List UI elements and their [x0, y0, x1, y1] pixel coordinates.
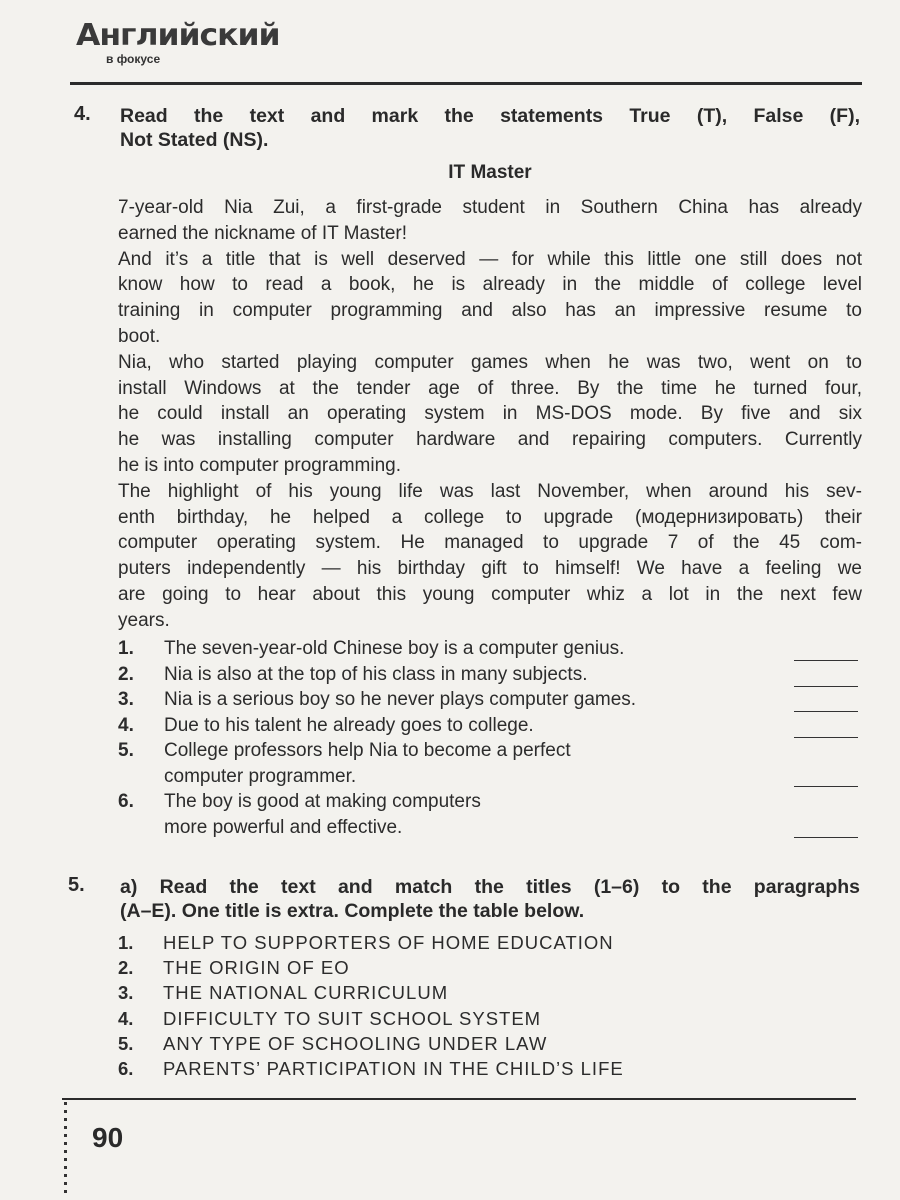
text-line: puters independently — his birthday gift to himself! We have a feeling we — [118, 558, 862, 580]
statement-item — [118, 713, 860, 739]
paragraph — [118, 247, 862, 350]
statement-number: 2. — [118, 663, 134, 685]
title-item — [118, 1006, 860, 1031]
statement-text — [164, 789, 764, 840]
text-line: he is into computer programming. — [118, 454, 402, 476]
title-text: PARENTS’ PARTICIPATION IN THE CHILD’S LIFE — [163, 1058, 624, 1080]
text-line: Nia, who started playing computer games when he was two, went on to — [118, 351, 862, 373]
statement-number: 3. — [118, 689, 134, 710]
title-text: THE ORIGIN OF EO — [163, 957, 350, 979]
task-5-instruction — [120, 875, 860, 923]
statement-text: The seven-year-old Chinese boy is a computer genius. — [164, 638, 625, 659]
text-line: computer operating system. He managed to upgrade 7 of the 45 com- — [118, 532, 862, 554]
text-line: install Windows at the tender age of three. By the time he turned four, — [118, 377, 862, 399]
statement-item — [118, 738, 860, 789]
statement-text — [164, 738, 764, 789]
text-line: years. — [118, 609, 170, 631]
text-line: 7-year-old Nia Zui, a first-grade student in Southern China has already — [118, 197, 862, 218]
statement-item — [118, 789, 860, 840]
answer-blank[interactable] — [794, 837, 858, 838]
text-title: IT Master — [448, 162, 532, 183]
brand-title: Английский — [76, 18, 280, 53]
statement-number: 5. — [118, 740, 134, 761]
brand-logo — [76, 18, 280, 72]
title-number: 2. — [118, 957, 134, 979]
text-line: he could install an operating system in MS-DOS mode. By five and six — [118, 403, 862, 425]
text-line: boot. — [118, 325, 161, 347]
text-line: earned the nickname of IT Master! — [118, 222, 408, 244]
task-4-instruction-line-1: Read the text and mark the statements True (T), False (F), — [120, 105, 860, 127]
task-5-number: 5. — [68, 874, 85, 896]
title-number: 5. — [118, 1032, 134, 1054]
statement-item — [118, 662, 860, 688]
title-item — [118, 1056, 860, 1081]
header-rule — [70, 82, 862, 85]
brand-subtitle: в фокусе — [106, 52, 161, 66]
statement-item — [118, 636, 860, 662]
statement-text-line: computer programmer. — [164, 765, 357, 787]
title-number: 3. — [118, 982, 134, 1004]
statement-text-line: more powerful and effective. — [164, 816, 403, 838]
title-text: ANY TYPE OF SCHOOLING UNDER LAW — [163, 1032, 548, 1054]
task-4-number: 4. — [74, 103, 91, 125]
task-5-instruction-line-2: (A–E). One title is extra. Complete the table below. — [120, 900, 585, 922]
text-line: know how to read a book, he is already in the middle of college level — [118, 274, 862, 296]
page-number: 90 — [92, 1122, 124, 1153]
statement-item — [118, 687, 860, 713]
dotted-margin-line — [64, 1102, 67, 1198]
text-line: And it’s a title that is well deserved — for while this little one still does not — [118, 248, 862, 270]
task-4-instruction — [120, 104, 860, 152]
title-number: 4. — [118, 1007, 134, 1029]
answer-blank[interactable] — [794, 786, 858, 787]
paragraph — [118, 479, 862, 634]
text-line: The highlight of his young life was last November, when around his sev- — [118, 480, 862, 502]
statements-list — [118, 636, 860, 840]
statement-number: 4. — [118, 714, 134, 736]
paragraph — [118, 350, 862, 479]
title-number: 6. — [118, 1058, 134, 1080]
text-line: he was installing computer hardware and repairing computers. Currently — [118, 429, 862, 451]
statement-text: Nia is a serious boy so he never plays computer games. — [164, 689, 637, 710]
reading-text — [118, 195, 862, 634]
titles-list — [118, 930, 860, 1081]
footer-rule — [62, 1098, 856, 1100]
statement-text: Nia is also at the top of his class in many subjects. — [164, 663, 588, 685]
statement-text-line: College professors help Nia to become a perfect — [164, 740, 571, 761]
statement-text-line: The boy is good at making computers — [164, 791, 481, 812]
title-item — [118, 980, 860, 1005]
statement-number: 1. — [118, 638, 134, 659]
task-4-instruction-line-2: Not Stated (NS). — [120, 129, 269, 151]
statement-text: Due to his talent he already goes to college. — [164, 714, 534, 736]
text-line: enth birthday, he helped a college to upgrade (модернизировать) their — [118, 506, 862, 528]
title-item — [118, 1031, 860, 1056]
title-number: 1. — [118, 932, 134, 953]
title-item — [118, 930, 860, 955]
title-item — [118, 955, 860, 980]
title-text: DIFFICULTY TO SUIT SCHOOL SYSTEM — [163, 1007, 542, 1029]
paragraph — [118, 195, 862, 247]
title-text: HELP TO SUPPORTERS OF HOME EDUCATION — [163, 932, 614, 953]
text-line: are going to hear about this young computer whiz a lot in the next few — [118, 583, 862, 605]
statement-number: 6. — [118, 791, 134, 812]
task-5-instruction-line-1: a) Read the text and match the titles (1–6) to the paragraphs — [120, 876, 860, 898]
title-text: THE NATIONAL CURRICULUM — [163, 982, 449, 1004]
text-line: training in computer programming and also has an impressive resume to — [118, 300, 862, 322]
